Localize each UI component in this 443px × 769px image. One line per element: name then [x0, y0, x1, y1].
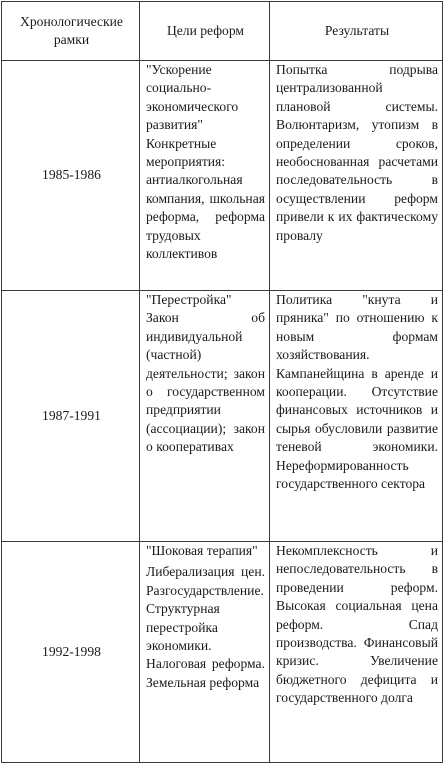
results-cell: [270, 61, 443, 291]
goals-cell: [140, 291, 270, 542]
goals-cell: [140, 542, 270, 763]
table-row: [2, 61, 443, 291]
table-row: [2, 542, 443, 763]
goal-measures: Конкретные мероприятия: антиалкогольная компания, школьная реформа, реформа трудовых коллективов: [146, 135, 265, 262]
goal-slogan: "Ускорение социально-экономического развития": [146, 62, 239, 133]
goal-measures: Закон об индивидуальной (частной) деятельности; закон о государственном предприятии (ассоциации); закон о кооперативах: [146, 310, 265, 455]
results-text: Некомплексность и непоследовательность в проведении реформ. Высокая социальная цена реформ. Спад производства. Финансовый кризис. Увеличение бюджетного дефицита и государственного долга: [276, 543, 438, 706]
results-cell: [270, 542, 443, 763]
goal-slogan: "Шоковая терапия": [146, 543, 258, 558]
results-cell: [270, 291, 443, 542]
header-row: [2, 2, 443, 61]
table-header: [2, 2, 443, 61]
table-body: [2, 61, 443, 763]
period-cell: 1985-1986: [2, 61, 140, 291]
header-goals: Цели реформ: [140, 2, 270, 61]
header-results: Результаты: [270, 2, 443, 61]
header-period: Хронологические рамки: [2, 2, 140, 61]
reforms-table: [1, 1, 443, 763]
goals-cell: [140, 61, 270, 291]
period-cell: 1987-1991: [2, 291, 140, 542]
table-row: [2, 291, 443, 542]
period-cell: 1992-1998: [2, 542, 140, 763]
results-text: Политика "кнута и пряника" по отношению к новым формам хозяйствования. Кампанейщина в аренде и кооперации. Отсутствие финансовых источников и сырья обусловили развитие теневой экономики. Нереформированность государственного сектора: [276, 292, 438, 492]
results-text: Попытка подрыва централизованной плановой системы. Волюнтаризм, утопизм в определении сроков, необоснованная расчетами последовательность в осуществлении реформ привели к их фактическому провалу: [276, 62, 438, 243]
goal-slogan: "Перестройка": [146, 292, 232, 307]
goal-measures: Либерализация цен. Разгосударствление. Структурная перестройка экономики. Налоговая реформа. Земельная реформа: [146, 564, 265, 690]
